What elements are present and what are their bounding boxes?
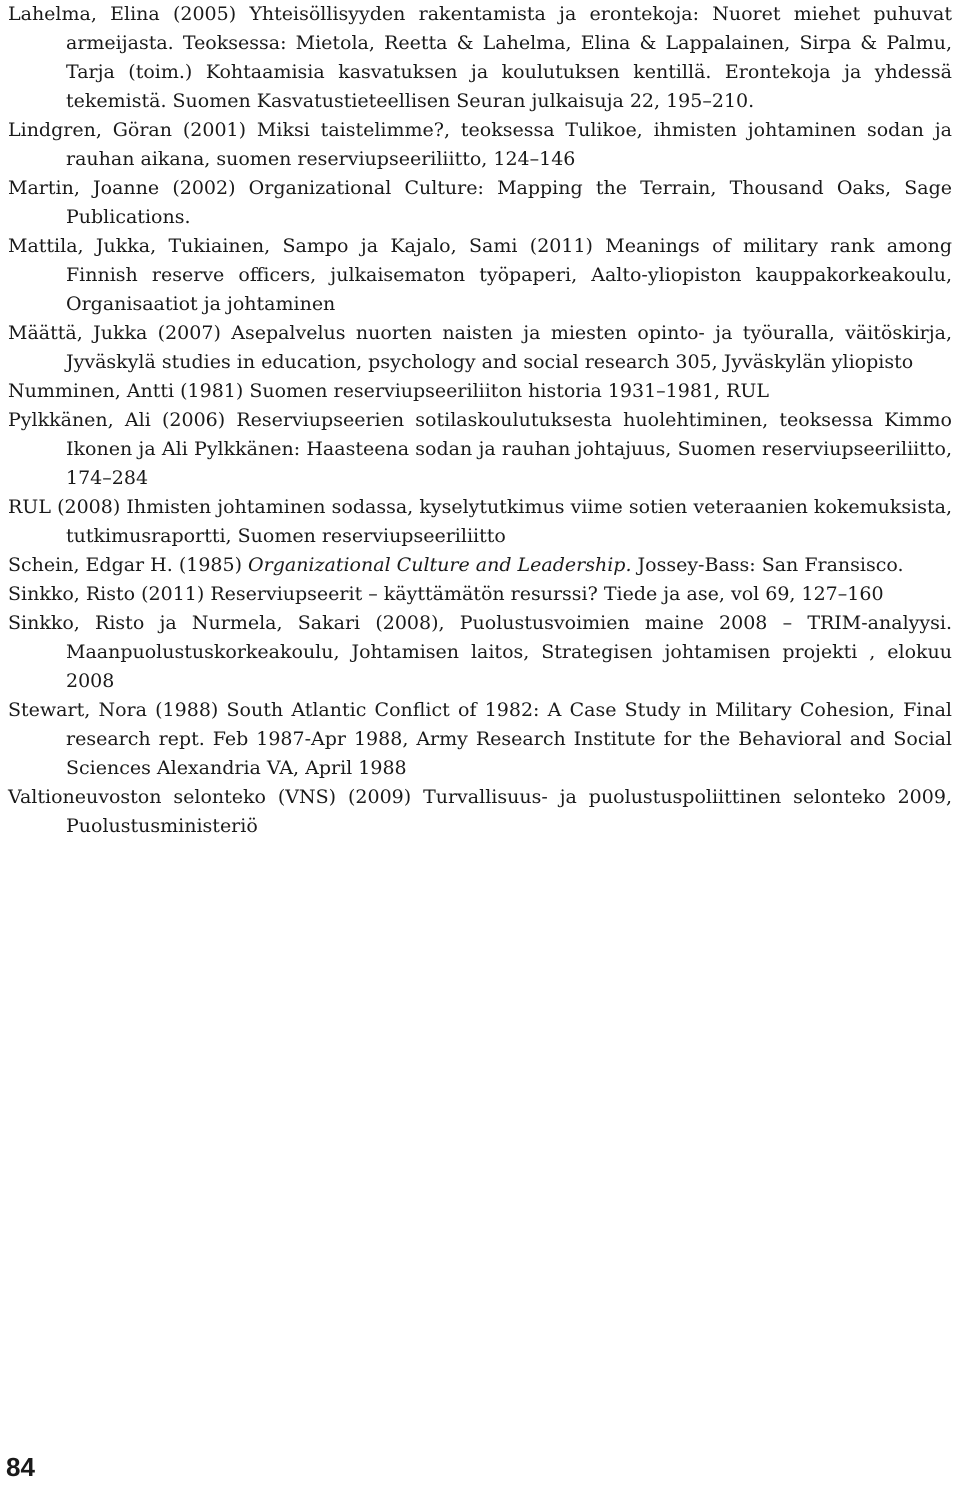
reference-stewart-1988: Stewart, Nora (1988) South Atlantic Conflict of 1982: A Case Study in Military Cohesion, Final research rept. Feb 1987-Apr 1988, Army Research Institute for the Behavioral and Social Sciences Alexandria VA, April 1988 bbox=[8, 699, 952, 779]
reference-schein-1985 bbox=[8, 551, 952, 580]
reference-schein-publisher: Jossey-Bass: San Fransisco. bbox=[631, 554, 904, 576]
page-number: 84 bbox=[6, 1452, 35, 1482]
reference-numminen-1981: Numminen, Antti (1981) Suomen reserviupseeriliiton historia 1931–1981, RUL bbox=[8, 380, 770, 402]
reference-lahelma-2005: Lahelma, Elina (2005) Yhteisöllisyyden rakentamista ja erontekoja: Nuoret miehet puhuvat armeijasta. Teoksessa: Mietola, Reetta & Lahelma, Elina & Lappalainen, Sirpa & Palmu, Tarja (toim.) Kohtaamisia kasvatuksen ja koulutuksen kentillä. Erontekoja ja yhdessä tekemistä. Suomen Kasvatustieteellisen Seuran julkaisuja 22, 195–210. bbox=[8, 3, 952, 112]
reference-valtioneuvosto-2009: Valtioneuvoston selonteko (VNS) (2009) Turvallisuus- ja puolustuspoliittinen selonteko 2009, Puolustusministeriö bbox=[8, 786, 952, 837]
reference-maatta-2007: Määttä, Jukka (2007) Asepalvelus nuorten naisten ja miesten opinto- ja työuralla, väitöskirja, Jyväskylä studies in education, psychology and social research 305, Jyväskylän yliopisto bbox=[8, 322, 952, 373]
reference-lindgren-2001: Lindgren, Göran (2001) Miksi taistelimme?, teoksessa Tulikoe, ihmisten johtaminen sodan ja rauhan aikana, suomen reserviupseeriliitto, 124–146 bbox=[8, 119, 952, 170]
reference-rul-2008: RUL (2008) Ihmisten johtaminen sodassa, kyselytutkimus viime sotien veteraanien kokemuksista, tutkimusraportti, Suomen reserviupseeriliitto bbox=[8, 496, 952, 547]
reference-sinkko-nurmela-2008: Sinkko, Risto ja Nurmela, Sakari (2008), Puolustusvoimien maine 2008 – TRIM-analyysi. Maanpuolustuskorkeakoulu, Johtamisen laitos, Strategisen johtamisen projekti , elokuu 2008 bbox=[8, 612, 952, 692]
reference-list bbox=[8, 0, 952, 841]
reference-schein-author: Schein, Edgar H. (1985) bbox=[8, 554, 249, 576]
reference-schein-title: Organizational Culture and Leadership. bbox=[248, 554, 632, 576]
reference-pylkkanen-2006: Pylkkänen, Ali (2006) Reserviupseerien sotilaskoulutuksesta huolehtiminen, teoksessa Kimmo Ikonen ja Ali Pylkkänen: Haasteena sodan ja rauhan johtajuus, Suomen reserviupseeriliitto, 174–284 bbox=[8, 409, 952, 489]
reference-sinkko-2011: Sinkko, Risto (2011) Reserviupseerit – käyttämätön resurssi? Tiede ja ase, vol 69, 127–160 bbox=[8, 583, 884, 605]
reference-mattila-2011: Mattila, Jukka, Tukiainen, Sampo ja Kajalo, Sami (2011) Meanings of military rank among Finnish reserve officers, julkaisematon työpaperi, Aalto-yliopiston kauppakorkeakoulu, Organisaatiot ja johtaminen bbox=[8, 235, 952, 315]
reference-martin-2002: Martin, Joanne (2002) Organizational Culture: Mapping the Terrain, Thousand Oaks, Sage Publications. bbox=[8, 177, 952, 228]
